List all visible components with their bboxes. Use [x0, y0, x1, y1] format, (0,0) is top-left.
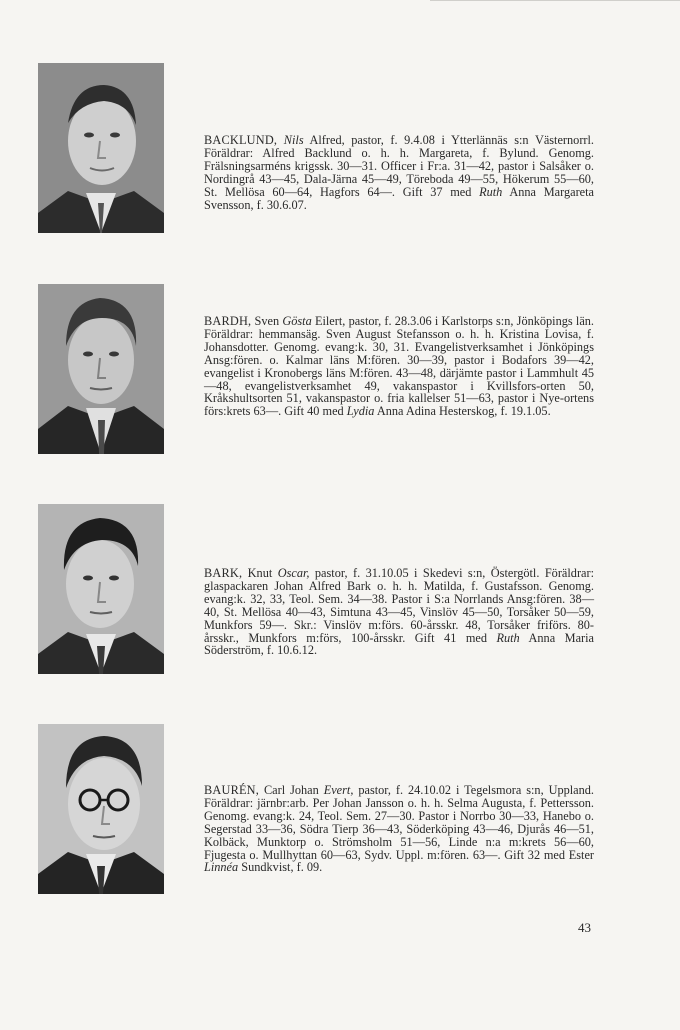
given-name: Oscar, [277, 566, 310, 580]
biography-end: Anna Adina Hesterskog, f. 19.1.05. [374, 404, 551, 419]
given-name-pre: Carl Johan [259, 783, 324, 797]
name-rest: Eilert, pastor, f. 28.3.06 i Karlstorps s:n, [311, 314, 514, 328]
biography-body: Jönköpings län. Föräldrar: hemmansäg. Sven August Stefansson o. h. h. Kristina Lovisa, f. Johansdotter. Genomg. evang:k. 30, 31. Evangelistverksamhet i Jönköpings Ansg:fören. o. Kalmar läns M:fören. 30—39, pastor i Bodafors 39—42, evangelist i Kronobergs läns M:fören. 43—48, därjämte pastor i Lammhult 45—48, evangelistverksamhet 49, vakanspastor i Kvillsfors-orten 50, Kråkshultsorten 51, vakanspastor o. fria kallelser 51—63, pastor i Nye-ortens förs:krets 63—. Gift 40 med [204, 314, 594, 419]
spouse-name: Linnéa [204, 860, 239, 875]
portrait-image [38, 63, 164, 233]
portrait-photo-backlund [38, 63, 164, 233]
spouse-name: Lydia [346, 404, 375, 419]
biography-text-bardh [204, 315, 594, 418]
surname: BAURÉN, [204, 783, 260, 797]
biography-body: Västernorrl. Föräldrar: Alfred Backlund o. h. h. Margareta, f. Bylund. Genomg. Frälsningsarméns krigssk. 30—31. Officer i Fr:a. 31—42, pastor i Salsåker o. Nordingrå 43—45, Dala-Järna 45—49, Töreboda 49—55, Hökerum 55—60, St. Mellösa 60—64, Hagfors 64—. Gift 37 med [204, 133, 595, 199]
surname: BARDH, [204, 314, 252, 328]
given-name-pre: Sven [251, 314, 283, 328]
spouse-name: Ruth [479, 184, 503, 199]
given-name: Gösta [282, 314, 312, 328]
biography-text-backlund [204, 134, 594, 211]
biography-body: Föräldrar: glaspackaren Johan Alfred Bark o. h. h. Matilda, f. Gustafsson. Genomg. evang:k. 32, 33, Teol. Sem. 34—38. Pastor i S:a Norrlands Ansg:fören. 38—40, St. Mellösa 40—43, Simtuna 43—45, Vinslöv 45—50, Torsåker 50—59, Munkfors 59—. Skr.: Vinslöv m:förs. 60-årsskr. 48, Torsåker friförs. 80-årsskr., Munkfors m:förs, 100-årsskr. Gift 41 med [204, 566, 595, 645]
biography-end: Anna Maria Söderström, f. 10.6.12. [204, 630, 595, 658]
biography-text-bauren [204, 784, 594, 874]
given-name-pre: Knut [242, 566, 278, 580]
biography-body: s:n, Uppland. Föräldrar: järnbr:arb. Per Johan Jansson o. h. h. Selma Augusta, f. Pettersson. Genomg. evang:k. 24, Teol. Sem. 27—30. Pastor i Norrbo 30—33, Hanebo o. Segerstad 33—36, Södra Tierp 36—43, Söderköping 43—46, Djurås 46—51, Kolbäck, Munktorp o. Strömsholm 51—56, Linde n:a m:krets 56—60, Fjugesta o. Mullhyttan 60—63, Sydv. Uppl. m:fören. 63—. Gift 32 med Ester [204, 783, 594, 862]
given-name: Evert, [323, 783, 354, 797]
name-rest: pastor, f. 24.10.02 i Tegelsmora [353, 783, 522, 797]
portrait-photo-bauren [38, 724, 164, 894]
portrait-image [38, 724, 164, 894]
page-number: 43 [578, 920, 591, 935]
portrait-photo-bardh [38, 284, 164, 454]
given-name: Nils [283, 133, 304, 147]
name-rest: Alfred, pastor, f. 9.4.08 i Ytterlännäs s:n [303, 133, 529, 147]
spouse-name: Ruth [496, 630, 520, 645]
portrait-photo-bark [38, 504, 164, 674]
surname: BACKLUND, [204, 133, 278, 147]
portrait-image [38, 504, 164, 674]
biography-end: Anna Margareta Svensson, f. 30.6.07. [204, 184, 595, 212]
biography-end: Sundkvist, f. 09. [238, 860, 323, 875]
biography-text-bark [204, 567, 594, 657]
surname: BARK, [204, 566, 243, 580]
portrait-image [38, 284, 164, 454]
top-rule [430, 0, 680, 1]
name-rest: pastor, f. 31.10.05 i Skedevi s:n, Östergötl. [309, 566, 540, 580]
